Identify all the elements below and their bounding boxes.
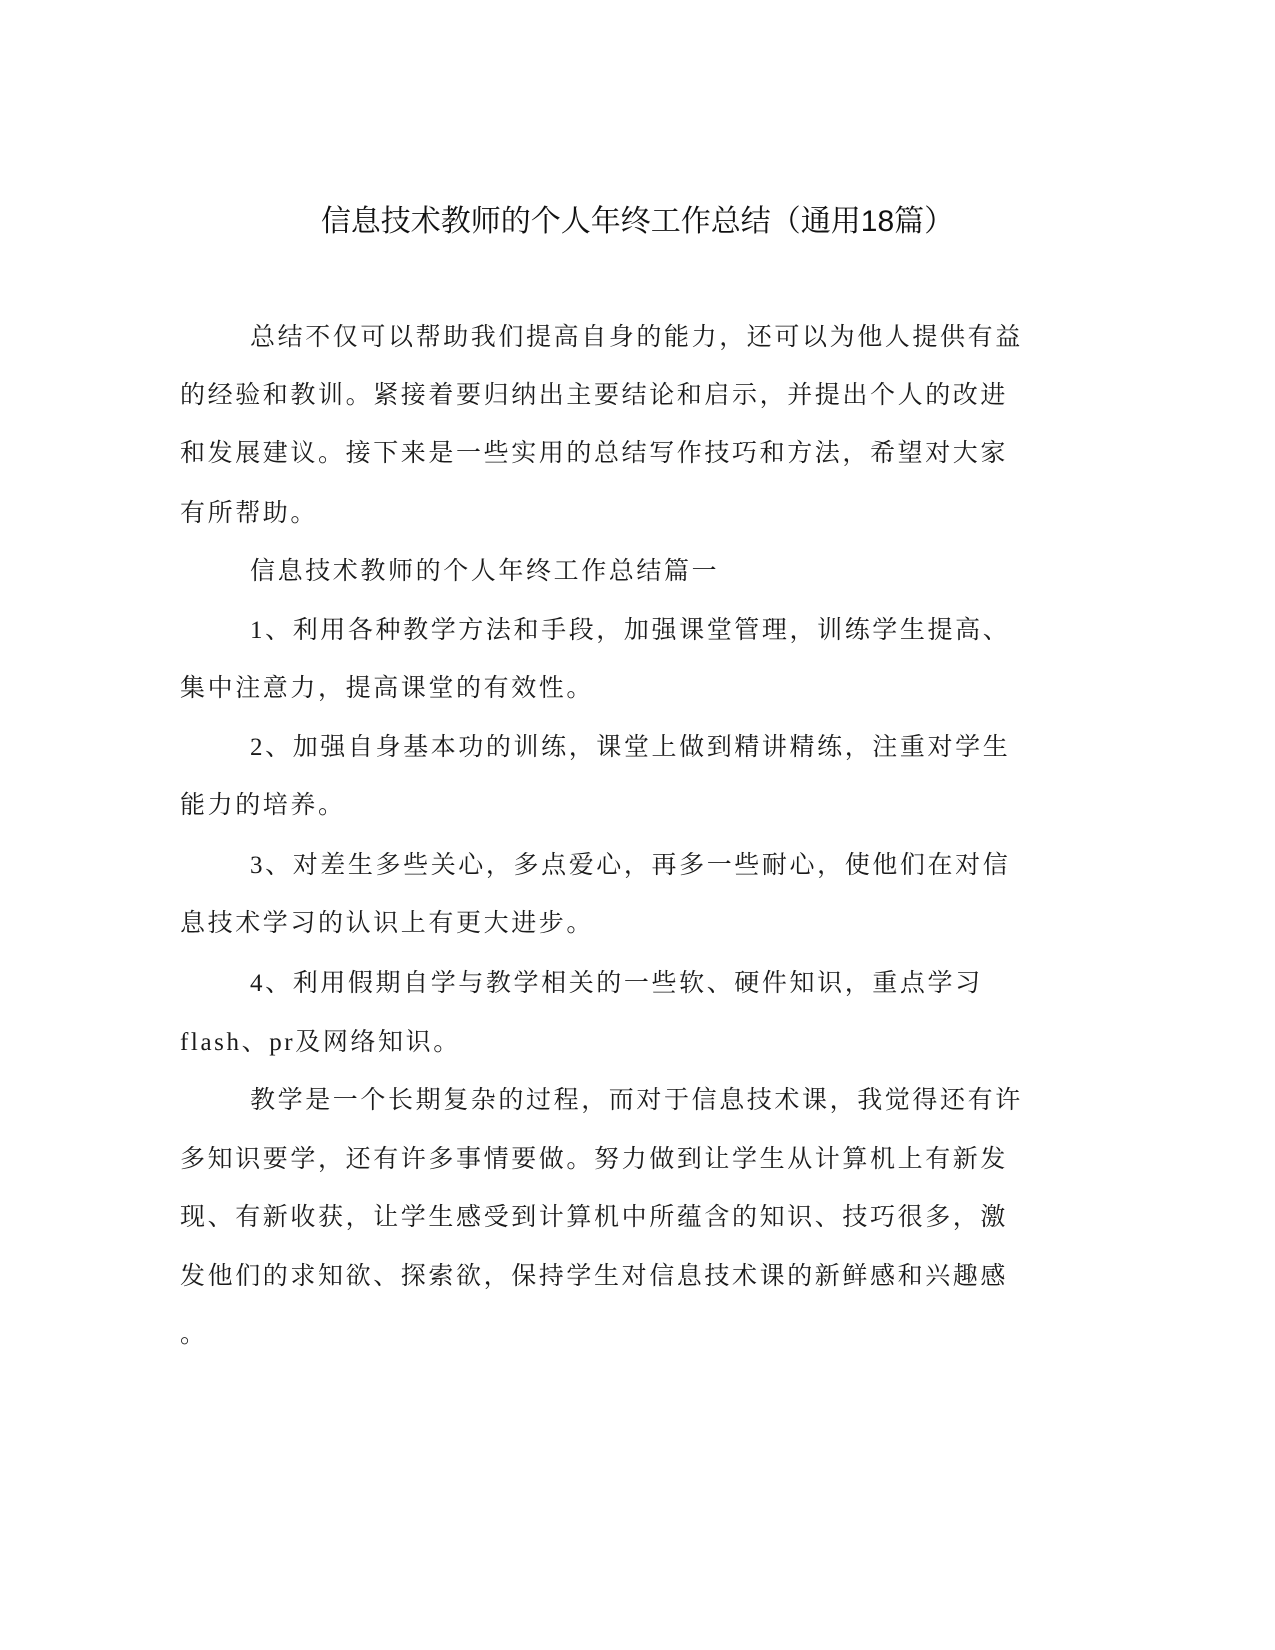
paragraph-line: flash、pr及网络知识。 bbox=[180, 1029, 461, 1056]
paragraph-line: 能力的培养。 bbox=[180, 792, 346, 819]
paragraph-line: 的经验和教训。紧接着要归纳出主要结论和启示，并提出个人的改进 bbox=[180, 382, 1009, 409]
paragraph-line: 3、对差生多些关心，多点爱心，再多一些耐心，使他们在对信 bbox=[250, 852, 1011, 879]
paragraph-line: 和发展建议。接下来是一些实用的总结写作技巧和方法，希望对大家 bbox=[180, 440, 1009, 467]
paragraph-line: 总结不仅可以帮助我们提高自身的能力，还可以为他人提供有益 bbox=[250, 324, 1023, 351]
document-title: 信息技术教师的个人年终工作总结（通用18篇） bbox=[320, 205, 955, 238]
paragraph-line: 2、加强自身基本功的训练，课堂上做到精讲精练，注重对学生 bbox=[250, 734, 1011, 761]
paragraph-line: 1、利用各种教学方法和手段，加强课堂管理，训练学生提高、 bbox=[250, 617, 1011, 644]
paragraph-line: 集中注意力，提高课堂的有效性。 bbox=[180, 675, 595, 702]
paragraph-line: 发他们的求知欲、探索欲，保持学生对信息技术课的新鲜感和兴趣感 bbox=[180, 1263, 1009, 1290]
paragraph-line: 教学是一个长期复杂的过程，而对于信息技术课，我觉得还有许 bbox=[250, 1087, 1023, 1114]
paragraph-line: 现、有新收获，让学生感受到计算机中所蕴含的知识、技巧很多，激 bbox=[180, 1204, 1009, 1231]
paragraph-line: 息技术学习的认识上有更大进步。 bbox=[180, 910, 595, 937]
section-heading: 信息技术教师的个人年终工作总结篇一 bbox=[250, 558, 720, 585]
paragraph-line: 有所帮助。 bbox=[180, 500, 319, 527]
paragraph-line: 多知识要学，还有许多事情要做。努力做到让学生从计算机上有新发 bbox=[180, 1146, 1009, 1173]
paragraph-line: 4、利用假期自学与教学相关的一些软、硬件知识，重点学习 bbox=[250, 970, 983, 997]
paragraph-line: 。 bbox=[180, 1321, 208, 1348]
